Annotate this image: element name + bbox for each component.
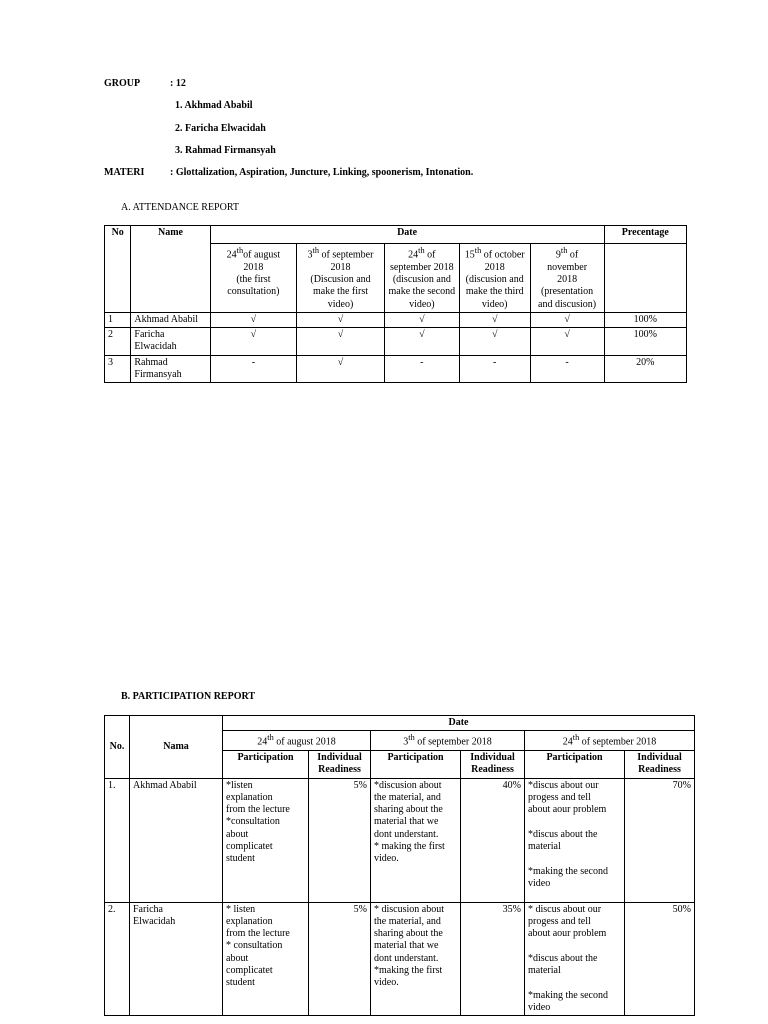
row-no: 2 [105, 328, 131, 356]
readiness-cell: 35% [461, 902, 525, 1016]
table-row [105, 355, 687, 383]
attendance-mark: √ [459, 328, 530, 356]
attendance-mark: √ [384, 312, 459, 327]
date-cell: 24th of september 2018 (discusion and make the second video) [384, 244, 459, 313]
col-date: Date [223, 716, 695, 731]
participation-cell: * listen explanation from the lecture * consultation about complicatet student [223, 902, 309, 1016]
row-name: Faricha Elwacidah [130, 902, 223, 1016]
col-readiness: Individual Readiness [625, 750, 695, 778]
participation-cell: *discusion about the material, and sharing about the material that we dont understant. * making the first video. [371, 778, 461, 902]
col-participation: Participation [371, 750, 461, 778]
table-row [105, 312, 687, 327]
participation-table [104, 715, 695, 1016]
row-name: Faricha Elwacidah [131, 328, 210, 356]
attendance-mark: - [384, 355, 459, 383]
group-label: GROUP [104, 78, 141, 89]
attendance-title: A. ATTENDANCE REPORT [121, 202, 240, 213]
col-participation: Participation [223, 750, 309, 778]
table-row [105, 902, 695, 1016]
row-no: 3 [105, 355, 131, 383]
attendance-mark: √ [210, 328, 297, 356]
date-cell: 9th of november 2018 (presentation and discusion) [530, 244, 604, 313]
participation-cell: * discusion about the material, and sharing about the material that we dont understant. *making the first video. [371, 902, 461, 1016]
empty-cell [604, 244, 686, 313]
materi-value: : Glottalization, Aspiration, Juncture, Linking, spoonerism, Intonation. [170, 167, 474, 178]
row-percentage: 100% [604, 312, 686, 327]
date-cell: 24th of september 2018 [525, 731, 695, 751]
readiness-cell: 50% [625, 902, 695, 1016]
attendance-mark: √ [530, 328, 604, 356]
attendance-mark: - [210, 355, 297, 383]
attendance-mark: √ [297, 355, 385, 383]
readiness-cell: 70% [625, 778, 695, 902]
participation-cell: *discus about our progess and tell about aour problem *discus about the material *making the second video [525, 778, 625, 902]
attendance-mark: √ [297, 328, 385, 356]
attendance-mark: √ [297, 312, 385, 327]
col-name: Name [131, 226, 210, 313]
group-value: : 12 [170, 78, 186, 89]
date-cell: 24th of august 2018 [223, 731, 371, 751]
date-cell: 24thof august 2018 (the first consultation) [210, 244, 297, 313]
date-cell: 15th of october 2018 (discusion and make the third video) [459, 244, 530, 313]
col-date: Date [210, 226, 604, 244]
member-2: 2. Faricha Elwacidah [175, 123, 266, 134]
readiness-cell: 5% [309, 902, 371, 1016]
attendance-mark: √ [210, 312, 297, 327]
attendance-mark: √ [530, 312, 604, 327]
table-row [105, 328, 687, 356]
col-readiness: Individual Readiness [461, 750, 525, 778]
readiness-cell: 5% [309, 778, 371, 902]
participation-cell: * discus about our progess and tell about aour problem *discus about the material *making the second video [525, 902, 625, 1016]
attendance-mark: √ [459, 312, 530, 327]
row-no: 2. [105, 902, 130, 1016]
table-row [105, 778, 695, 902]
participation-cell: *listen explanation from the lecture *consultation about complicatet student [223, 778, 309, 902]
member-3: 3. Rahmad Firmansyah [175, 145, 276, 156]
col-participation: Participation [525, 750, 625, 778]
col-name: Nama [130, 716, 223, 779]
row-percentage: 20% [604, 355, 686, 383]
attendance-mark: - [459, 355, 530, 383]
date-cell: 3th of september 2018 (Discusion and make the first video) [297, 244, 385, 313]
participation-title: B. PARTICIPATION REPORT [121, 691, 256, 702]
date-cell: 3th of september 2018 [371, 731, 525, 751]
col-no: No [105, 226, 131, 313]
row-percentage: 100% [604, 328, 686, 356]
row-name: Akhmad Ababil [131, 312, 210, 327]
materi-label: MATERI [104, 167, 145, 178]
row-name: Akhmad Ababil [130, 778, 223, 902]
attendance-table [104, 225, 687, 383]
row-name: Rahmad Firmansyah [131, 355, 210, 383]
row-no: 1. [105, 778, 130, 902]
col-no: No. [105, 716, 130, 779]
col-readiness: Individual Readiness [309, 750, 371, 778]
attendance-mark: - [530, 355, 604, 383]
row-no: 1 [105, 312, 131, 327]
readiness-cell: 40% [461, 778, 525, 902]
member-1: 1. Akhmad Ababil [175, 100, 253, 111]
attendance-mark: √ [384, 328, 459, 356]
col-percentage: Precentage [604, 226, 686, 244]
